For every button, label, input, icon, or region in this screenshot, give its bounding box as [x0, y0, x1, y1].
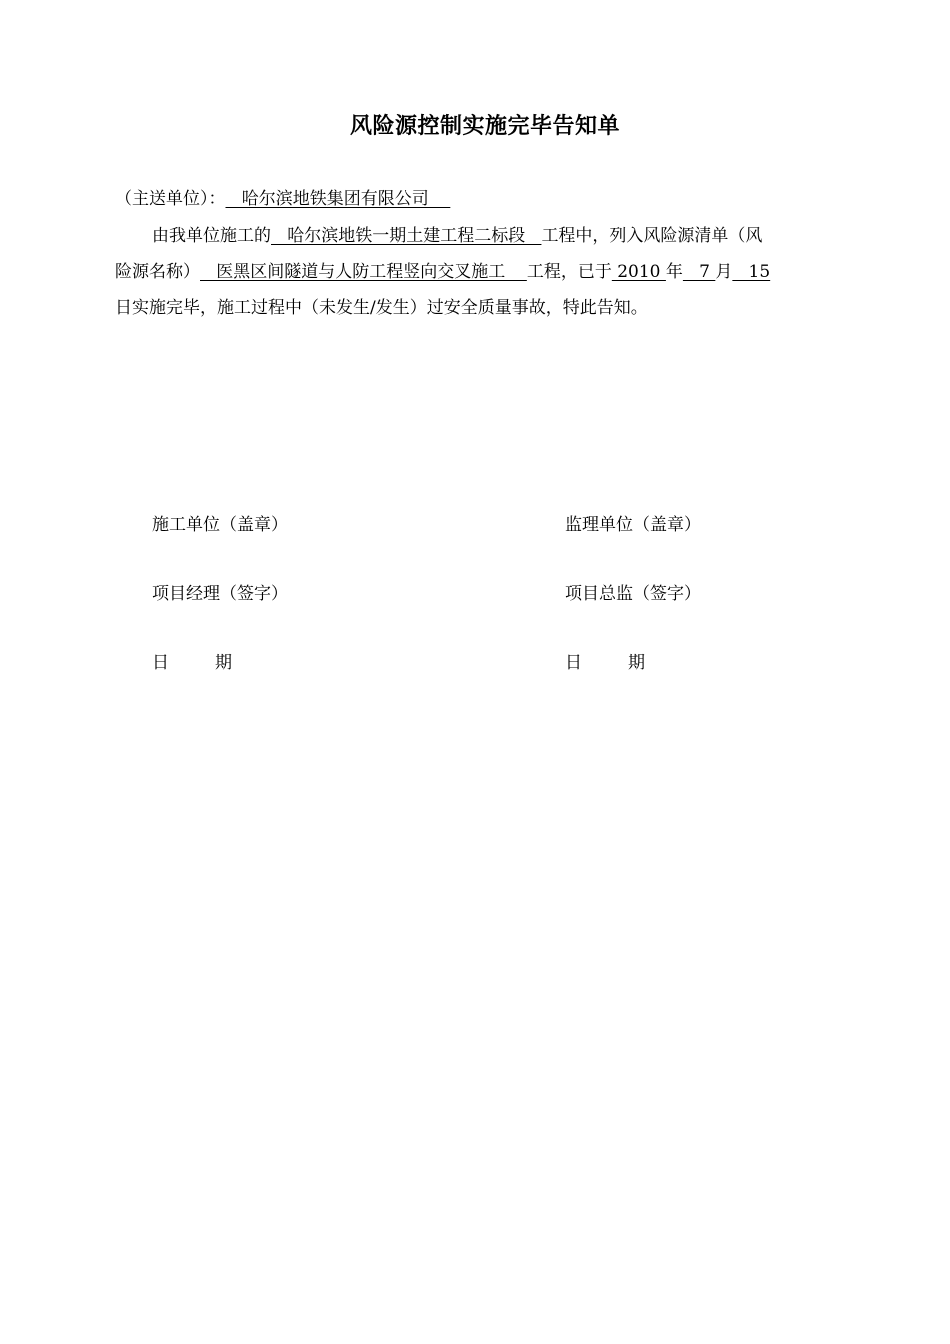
- project-name: 哈尔滨地铁一期土建工程二标段: [271, 226, 542, 246]
- body-after-risk: 工程，已于: [526, 262, 612, 282]
- date-char-1: 日: [152, 653, 169, 673]
- supervision-unit-label: 监理单位（盖章）: [565, 515, 701, 535]
- completion-year: 2010: [611, 262, 666, 282]
- date-char-1: 日: [565, 653, 582, 673]
- chief-supervisor-label: 项目总监（签字）: [565, 584, 701, 604]
- completion-month: 7: [682, 262, 716, 282]
- project-manager-label: 项目经理（签字）: [152, 584, 288, 604]
- body-line-1: [152, 224, 762, 248]
- body-intro: 由我单位施工的: [152, 226, 271, 246]
- body-line-2: [115, 260, 770, 284]
- completion-day: 15: [732, 262, 771, 282]
- recipient-line: [115, 187, 450, 211]
- recipient-label: （主送单位）：: [115, 189, 226, 209]
- date-char-2: 期: [628, 653, 645, 673]
- construction-unit-label: 施工单位（盖章）: [152, 515, 288, 535]
- date-char-2: 期: [215, 653, 232, 673]
- body-line2-start: 险源名称）: [115, 262, 200, 282]
- risk-source-name: 医黑区间隧道与人防工程竖向交叉施工: [200, 262, 527, 282]
- document-title: 风险源控制实施完毕告知单: [349, 113, 620, 139]
- recipient-value: 哈尔滨地铁集团有限公司: [225, 189, 451, 209]
- month-unit: 月: [715, 262, 733, 282]
- construction-date-label: [152, 651, 232, 675]
- body-after-project: 工程中，列入风险源清单（风: [541, 226, 763, 246]
- body-line-3: 日实施完毕，施工过程中（未发生/发生）过安全质量事故，特此告知。: [115, 298, 648, 318]
- year-unit: 年: [665, 262, 683, 282]
- supervision-date-label: [565, 651, 645, 675]
